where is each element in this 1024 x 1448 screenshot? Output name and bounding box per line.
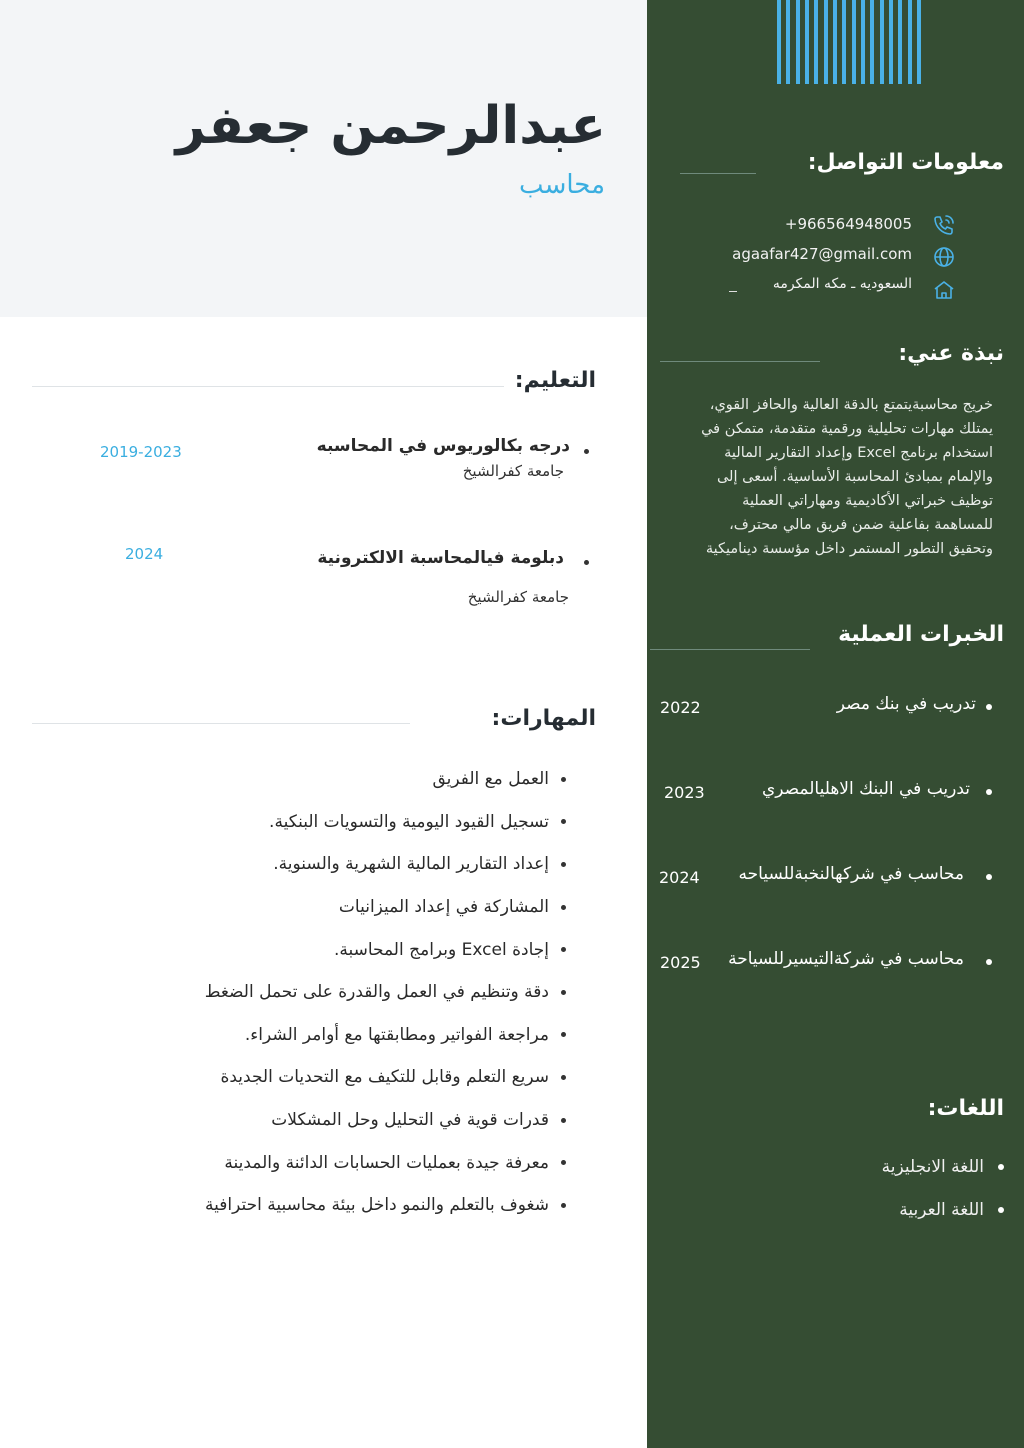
- skills-divider: [32, 723, 410, 724]
- bullet: [561, 862, 566, 867]
- decorative-stripes: [777, 0, 921, 84]
- experience-title: محاسب في شركهالنخبةللسياحه: [738, 864, 964, 884]
- bullet: [986, 789, 992, 795]
- about-divider: [660, 361, 820, 362]
- job-title: محاسب: [519, 170, 605, 200]
- contact-heading: معلومات التواصل:: [807, 150, 1004, 175]
- bullet: [561, 1160, 566, 1165]
- about-text: خريج محاسبةيتمتع بالدقة العالية والحافز القوي، يمتلك مهارات تحليلية ورقمية متقدمة، متمكن في استخدام برنامج Excel وإعداد التقارير المالية والإلمام بمبادئ المحاسبة الأساسية. أسعى إلى توظيف خبراتي الأكاديمية ومهاراتي العملية للمساهمة بفاعلية ضمن فريق مالي محترف، وتحقيق التطور المستمر داخل مؤسسة ديناميكية: [701, 397, 993, 557]
- experience-title: محاسب في شركةالتيسيرللسياحة: [728, 949, 964, 969]
- bullet: [584, 560, 589, 565]
- globe-icon: [932, 245, 956, 269]
- contact-email[interactable]: agaafar427@gmail.com: [732, 245, 912, 263]
- bullet: [561, 777, 566, 782]
- experience-divider: [650, 649, 810, 650]
- education-school: جامعة كفرالشيخ: [467, 588, 569, 606]
- education-years: 2019-2023: [100, 443, 182, 461]
- bullet: [584, 449, 589, 454]
- skill-label: معرفة جيدة بعمليات الحسابات الدائنة والمدينة: [224, 1152, 549, 1173]
- languages-heading: اللغات:: [927, 1096, 1004, 1121]
- experience-item: [650, 864, 1004, 894]
- contact-address: السعوديه ـ مكه المكرمه: [772, 276, 912, 292]
- bullet: [561, 1203, 566, 1208]
- education-divider: [32, 386, 504, 387]
- bullet: [986, 874, 992, 880]
- experience-year: 2023: [664, 783, 705, 802]
- list-item: [205, 758, 566, 801]
- experience-item: [650, 779, 1004, 809]
- skill-label: تسجيل القيود اليومية والتسويات البنكية.: [269, 811, 549, 832]
- skill-label: العمل مع الفريق: [432, 769, 549, 790]
- experience-heading: الخبرات العملية: [838, 622, 1004, 647]
- header-background: [0, 0, 647, 317]
- language-item: [882, 1157, 1004, 1177]
- bullet: [561, 947, 566, 952]
- language-label: اللغة الانجليزية: [881, 1157, 984, 1177]
- skill-label: مراجعة الفواتير ومطابقتها مع أوامر الشراء.: [244, 1024, 549, 1045]
- list-item: [205, 1056, 566, 1099]
- list-item: [205, 928, 566, 971]
- skill-label: إعداد التقارير المالية الشهرية والسنوية.: [273, 854, 549, 875]
- address-dash: [729, 291, 737, 292]
- skills-heading: المهارات:: [491, 706, 596, 731]
- education-degree: درجه بكالوريوس في المحاسبه: [316, 436, 570, 456]
- experience-title: تدريب في البنك الاهليالمصري: [761, 779, 970, 799]
- bullet: [561, 1032, 566, 1037]
- skill-label: المشاركة في إعداد الميزانيات: [338, 897, 549, 918]
- language-label: اللغة العربية: [899, 1200, 984, 1220]
- home-icon: [932, 278, 956, 302]
- bullet: [986, 704, 992, 710]
- list-item: [205, 886, 566, 929]
- experience-item: [650, 949, 1004, 979]
- contact-divider: [680, 173, 756, 174]
- bullet: [561, 1118, 566, 1123]
- list-item: [205, 1184, 566, 1227]
- bullet: [998, 1207, 1004, 1213]
- experience-title: تدريب في بنك مصر: [836, 694, 976, 714]
- person-name: عبدالرحمن جعفر: [175, 96, 606, 156]
- experience-year: 2022: [660, 698, 701, 717]
- bullet: [998, 1164, 1004, 1170]
- experience-item: [650, 694, 1004, 724]
- bullet: [561, 819, 566, 824]
- education-degree: دبلومة فيالمحاسبة الالكترونية: [317, 548, 564, 568]
- education-years: 2024: [125, 545, 164, 563]
- skill-label: قدرات قوية في التحليل وحل المشكلات: [271, 1110, 549, 1131]
- contact-phone[interactable]: +966564948005: [784, 215, 912, 233]
- bullet: [561, 1075, 566, 1080]
- skill-label: دقة وتنظيم في العمل والقدرة على تحمل الضغط: [204, 982, 549, 1003]
- skill-label: سريع التعلم وقابل للتكيف مع التحديات الجديدة: [220, 1067, 549, 1088]
- list-item: [205, 1014, 566, 1057]
- bullet: [561, 990, 566, 995]
- skills-list: [205, 758, 566, 1227]
- bullet: [561, 905, 566, 910]
- experience-year: 2025: [660, 953, 701, 972]
- about-heading: نبذة عني:: [898, 341, 1004, 366]
- list-item: [205, 843, 566, 886]
- skill-label: شغوف بالتعلم والنمو داخل بيئة محاسبية احترافية: [205, 1195, 549, 1216]
- education-heading: التعليم:: [514, 368, 596, 393]
- education-school: جامعة كفرالشيخ: [462, 462, 564, 480]
- list-item: [205, 1141, 566, 1184]
- list-item: [205, 801, 566, 844]
- bullet: [986, 959, 992, 965]
- language-item: [899, 1200, 1004, 1220]
- list-item: [205, 971, 566, 1014]
- skill-label: إجادة Excel وبرامج المحاسبة.: [333, 939, 549, 960]
- experience-year: 2024: [659, 868, 700, 887]
- phone-icon: [932, 213, 956, 237]
- list-item: [205, 1099, 566, 1142]
